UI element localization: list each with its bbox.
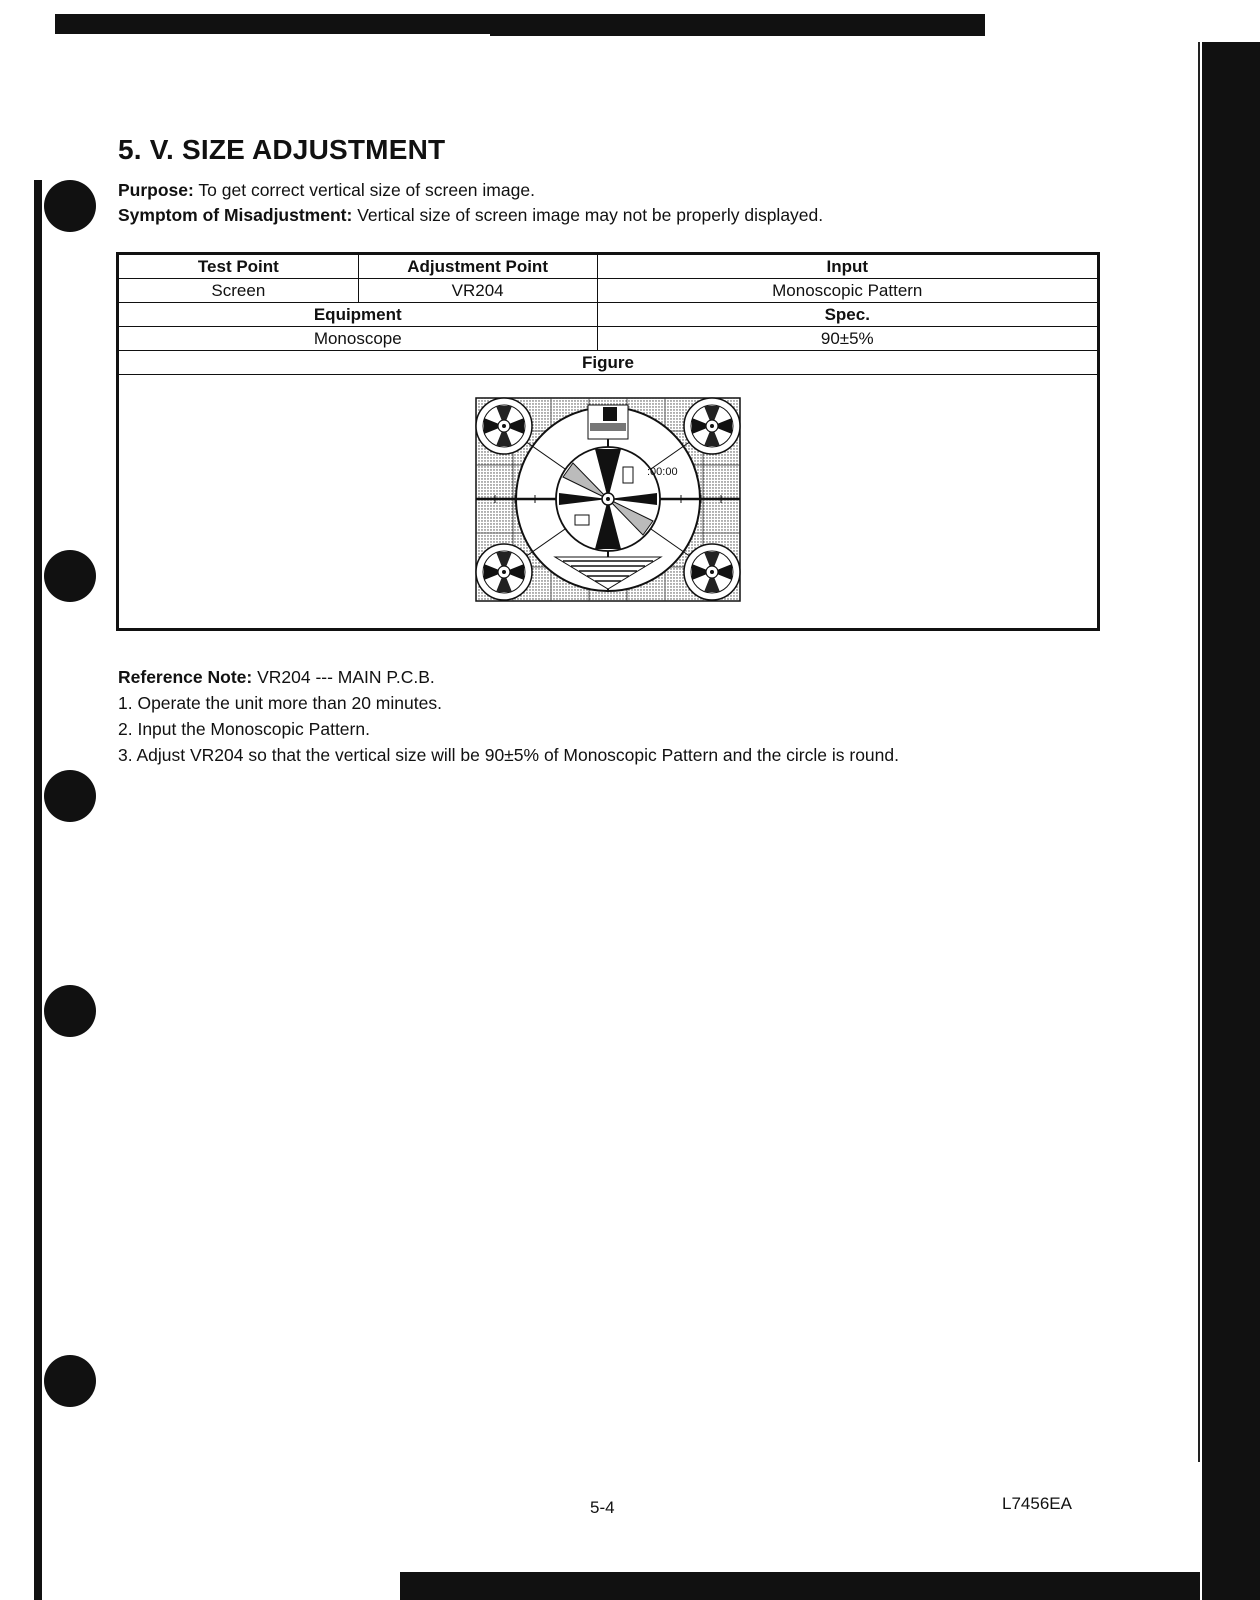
symptom-text: Vertical size of screen image may not be properly displayed. [357, 205, 824, 225]
scan-border-top-thin [490, 34, 985, 36]
section-title: 5. V. SIZE ADJUSTMENT [118, 134, 446, 165]
reference-note-line [118, 664, 899, 690]
procedure-steps [118, 690, 899, 768]
list-item: 2. Input the Monoscopic Pattern. [118, 719, 370, 739]
scan-border-left [34, 180, 42, 1600]
purpose-line [118, 180, 535, 201]
table-header-row [119, 351, 1098, 375]
cell-spec: 90±5% [597, 327, 1097, 351]
punch-hole [44, 1355, 96, 1407]
punch-hole [44, 550, 96, 602]
figure-row [119, 375, 1098, 629]
reference-note-text: VR204 --- MAIN P.C.B. [257, 667, 435, 687]
header-equipment: Equipment [119, 303, 598, 327]
adjustment-table [118, 254, 1098, 629]
cell-test-point: Screen [119, 279, 359, 303]
scan-border-top [55, 14, 985, 34]
list-item: 3. Adjust VR204 so that the vertical size will be 90±5% of Monoscopic Pattern and the circle is round. [118, 745, 899, 765]
punch-hole [44, 180, 96, 232]
table-row [119, 279, 1098, 303]
page-number: 5-4 [590, 1498, 615, 1517]
punch-hole [44, 770, 96, 822]
table-header-row [119, 303, 1098, 327]
monoscope-pattern-image [475, 397, 741, 602]
header-adjustment-point: Adjustment Point [358, 255, 597, 279]
header-input: Input [597, 255, 1097, 279]
document-code: L7456EA [1002, 1494, 1072, 1513]
cell-equipment: Monoscope [119, 327, 598, 351]
figure-clock-label: :00:00 [647, 466, 678, 478]
purpose-text: To get correct vertical size of screen image. [198, 180, 535, 200]
header-figure: Figure [119, 351, 1098, 375]
table-row [119, 327, 1098, 351]
figure-cell [119, 375, 1098, 629]
header-test-point: Test Point [119, 255, 359, 279]
scan-border-bottom [400, 1572, 1200, 1600]
header-spec: Spec. [597, 303, 1097, 327]
scan-border-right [1202, 42, 1260, 1600]
symptom-line [118, 205, 823, 226]
punch-hole [44, 985, 96, 1037]
monoscope-figure [475, 397, 741, 602]
scan-border-right-line [1198, 42, 1200, 1462]
cell-adjustment-point: VR204 [358, 279, 597, 303]
symptom-label: Symptom of Misadjustment: [118, 205, 353, 225]
reference-notes [118, 664, 899, 768]
table-header-row [119, 255, 1098, 279]
reference-note-label: Reference Note: [118, 667, 253, 687]
cell-input: Monoscopic Pattern [597, 279, 1097, 303]
purpose-label: Purpose: [118, 180, 194, 200]
list-item: 1. Operate the unit more than 20 minutes. [118, 693, 442, 713]
